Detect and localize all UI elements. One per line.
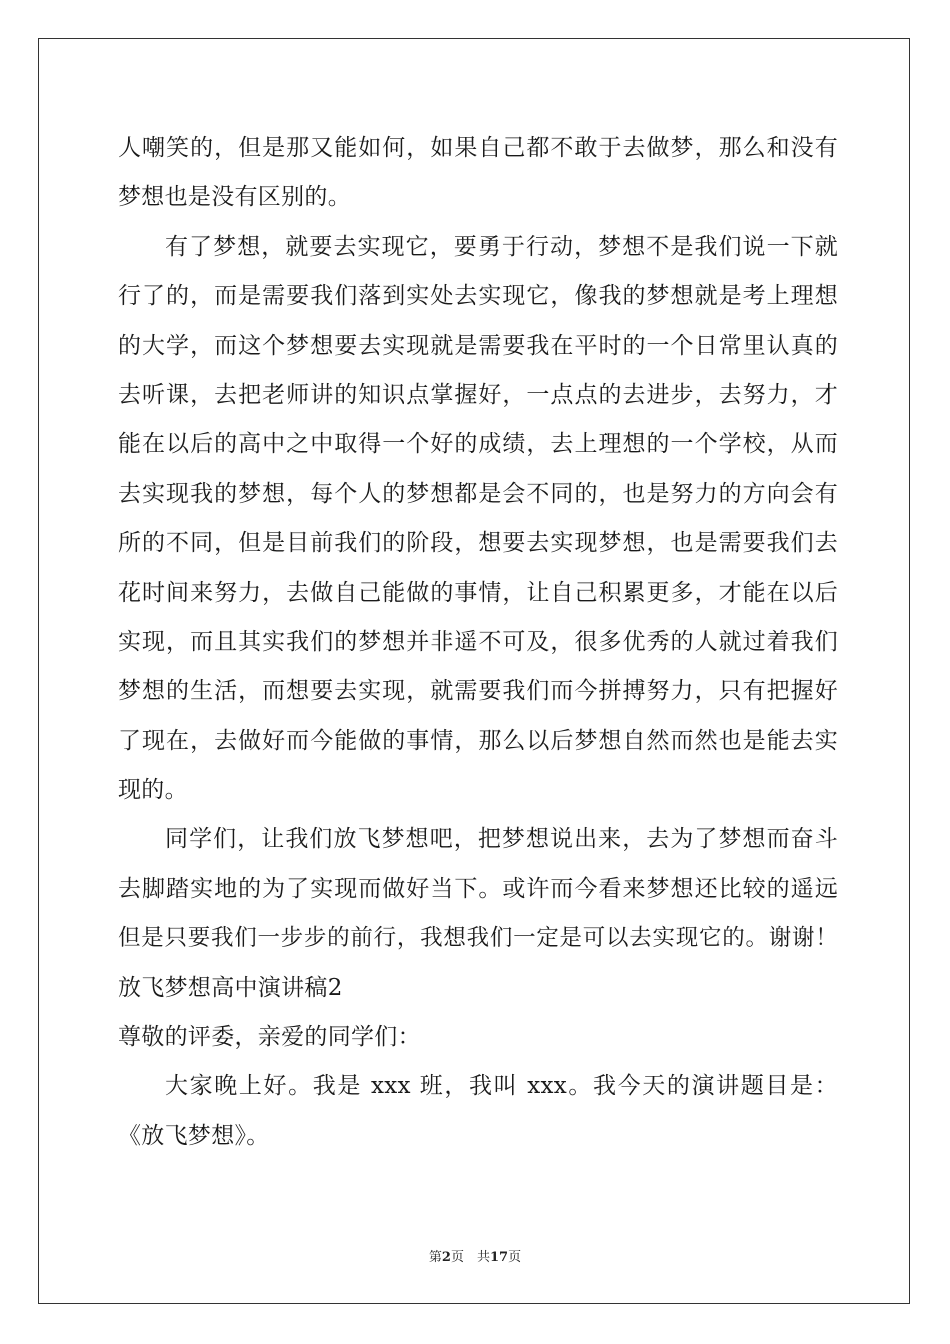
text-line: 现的。 xyxy=(118,777,188,804)
text-line: 实现，而且其实我们的梦想并非遥不可及，很多优秀的人就过着我们 xyxy=(118,628,838,655)
text-line: 有了梦想，就要去实现它，要勇于行动，梦想不是我们说一下就 xyxy=(165,233,838,260)
text-line: 但是只要我们一步步的前行，我想我们一定是可以去实现它的。谢谢！ xyxy=(118,925,838,952)
text-line: 大家晚上好。我是 xxx 班，我叫 xxx。我今天的演讲题目是： xyxy=(165,1073,838,1100)
current-page-number: 2 xyxy=(441,1250,451,1265)
footer-suffix: 页 xyxy=(508,1250,522,1265)
text-line: 人嘲笑的，但是那又能如何，如果自己都不敢于去做梦，那么和没有 xyxy=(118,135,838,161)
text-line: 了现在，去做好而今能做的事情，那么以后梦想自然而然也是能去实 xyxy=(118,727,838,754)
text-line: 行了的，而是需要我们落到实处去实现它，像我的梦想就是考上理想 xyxy=(118,283,838,310)
text-line: 能在以后的高中之中取得一个好的成绩，去上理想的一个学校，从而 xyxy=(118,431,838,458)
text-line: 去实现我的梦想，每个人的梦想都是会不同的，也是努力的方向会有 xyxy=(118,480,838,507)
total-page-count: 17 xyxy=(489,1250,509,1265)
text-line: 放飞梦想高中演讲稿2 xyxy=(118,974,343,1001)
text-line: 《放飞梦想》。 xyxy=(118,1122,270,1149)
text-line: 梦想也是没有区别的。 xyxy=(118,184,351,211)
document-body xyxy=(118,124,838,1161)
footer-mid: 页 共 xyxy=(450,1250,490,1265)
text-line: 花时间来努力，去做自己能做的事情，让自己积累更多，才能在以后 xyxy=(118,579,838,606)
text-line: 去听课，去把老师讲的知识点掌握好，一点点的去进步，去努力，才 xyxy=(118,381,838,408)
page-footer xyxy=(0,1246,950,1265)
text-line: 尊敬的评委，亲爱的同学们： xyxy=(118,1024,421,1051)
text-line: 同学们，让我们放飞梦想吧，把梦想说出来，去为了梦想而奋斗 xyxy=(165,826,838,853)
text-line: 的大学，而这个梦想要去实现就是需要我在平时的一个日常里认真的 xyxy=(118,332,838,359)
text-line: 所的不同，但是目前我们的阶段，想要去实现梦想，也是需要我们去 xyxy=(118,530,838,557)
text-line: 梦想的生活，而想要去实现，就需要我们而今拼搏努力，只有把握好 xyxy=(118,678,838,705)
footer-prefix: 第 xyxy=(428,1250,442,1265)
text-line: 去脚踏实地的为了实现而做好当下。或许而今看来梦想还比较的遥远 xyxy=(118,875,838,902)
